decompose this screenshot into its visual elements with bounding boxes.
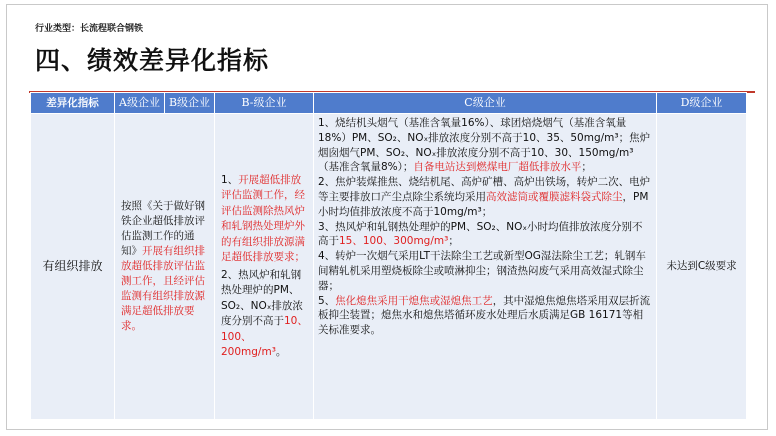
c-item-4 <box>318 249 652 293</box>
cell-b-minus-level <box>215 114 314 420</box>
c-item-5-red: 焦化熄焦采用干熄焦或湿熄焦工艺 <box>335 294 493 307</box>
table-header-row <box>31 93 747 114</box>
header-d-level: D级企业 <box>657 93 747 114</box>
header-c-level: C级企业 <box>314 93 657 114</box>
page-title: 四、绩效差异化指标 <box>35 46 270 75</box>
c-item-2-red: 高效滤筒或覆膜滤料袋式除尘 <box>486 190 623 203</box>
c-item-1-tail: ； <box>581 161 592 174</box>
b-item-1 <box>221 173 309 266</box>
b-item-2-prefix: 2、热风炉和轧钢热处理炉的PM、SO₂、NOₓ排放浓度分别不高于 <box>221 268 303 327</box>
industry-label: 行业类型：长流程联合钢铁 <box>35 24 144 34</box>
header-b-minus-level: B-级企业 <box>215 93 314 114</box>
c-item-1-red: 自备电站达到燃煤电厂超低排放水平 <box>413 161 582 174</box>
header-indicator: 差异化指标 <box>31 93 115 114</box>
c-item-1 <box>318 116 652 175</box>
b-item-1-prefix: 1、 <box>221 173 239 186</box>
row-label-organized-emission: 有组织排放 <box>31 114 115 420</box>
table-row <box>31 114 747 420</box>
c-item-2-tail: ，PM小时均值排放浓度不高于10mg/m³； <box>318 190 649 218</box>
cell-d-level: 未达到C级要求 <box>657 114 747 420</box>
indicator-table <box>30 92 747 420</box>
header-b-level: B级企业 <box>165 93 215 114</box>
cell-c-level <box>314 114 657 420</box>
c-item-5 <box>318 294 652 338</box>
c-item-2 <box>318 175 652 219</box>
header-a-level: A级企业 <box>115 93 165 114</box>
c-item-5-text: 5、 <box>318 294 336 307</box>
c-item-3-tail: ； <box>448 235 459 248</box>
c-item-3-red: 15、100、300mg/m³ <box>339 235 449 248</box>
b-item-2 <box>221 268 309 361</box>
c-item-1-text: 1、烧结机头烟气（基准含氧量16%）、球团焙烧烟气（基准含氧量18%）PM、SO₂、NOₓ排放浓度分别不高于10、35、50mg/m³；焦炉烟囱烟气PM、SO₂、NOₓ排放浓度分别不高于10、30、150mg/m³（基准含氧量8%）； <box>318 117 651 174</box>
cell-a-b-level <box>115 114 215 420</box>
c-item-2-text: 2、焦炉装煤推焦、烧结机尾、高炉矿槽、高炉出铁场，转炉二次、电炉等主要排放口产尘点除尘系统均采用 <box>318 176 651 203</box>
c-item-3-text: 3、热风炉和轧钢热处理炉的PM、SO₂、NOₓ小时均值排放浓度分别不高于 <box>318 220 643 248</box>
a-text-plain: 按照《关于做好钢铁企业超低排放评估监测工作的通知》 <box>121 200 205 257</box>
c-item-5-tail: ，其中湿熄焦熄焦塔采用双层折流板抑尘装置；熄焦水和熄焦塔循环废水处理后水质满足GB 16171等相关标准要求。 <box>318 294 651 337</box>
b-item-1-red: 开展超低排放评估监测工作，经评估监测除热风炉和轧钢热处理炉外的有组织排放源满足超低排放要求； <box>221 173 305 263</box>
a-text-red: 开展有组织排放超低排放评估监测工作，且经评估监测有组织排放源满足超低排放要求。 <box>121 245 205 332</box>
c-item-4-text: 4、转炉一次烟气采用LT干法除尘工艺或新型OG湿法除尘工艺；轧钢车间精轧机采用塑烧板除尘或喷淋抑尘；钢渣热闷废气采用高效湿式除尘器； <box>318 250 646 292</box>
b-item-2-tail: 。 <box>275 346 287 358</box>
c-item-3 <box>318 220 652 250</box>
b-item-2-red: 10、100、200mg/m³ <box>221 315 308 358</box>
